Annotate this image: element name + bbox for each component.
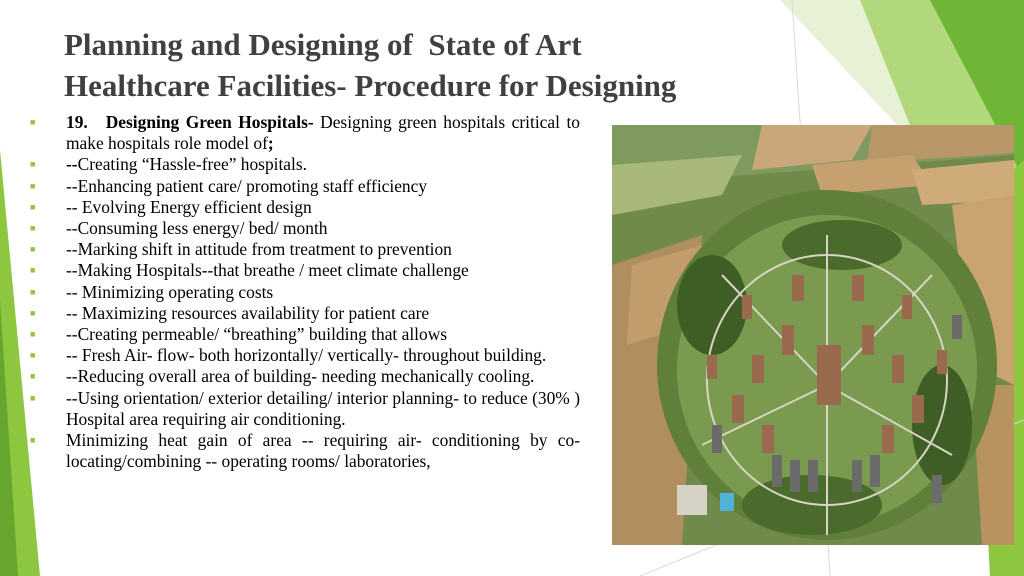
item-prefix: -- <box>66 154 78 175</box>
item-text: Minimizing heat gain of area -- requiring air- conditioning by co-locating/combining -- operating rooms/ laboratories, <box>66 430 580 472</box>
item-text: Creating “Hassle-free” hospitals. <box>77 154 307 175</box>
title-line-2: Healthcare Facilities- Procedure for Designing <box>64 68 677 103</box>
item-text: -- Fresh Air- flow- both horizontally/ vertically- throughout building. <box>66 345 547 366</box>
bullet-item <box>30 112 580 154</box>
bullet-item <box>30 176 580 197</box>
bullet-item <box>30 303 580 324</box>
small-square-bullet-icon: ■ <box>30 350 36 361</box>
aerial-hospital-campus-image <box>612 125 1014 545</box>
aerial-photo-drawing <box>612 125 1014 545</box>
bullet-item <box>30 218 580 239</box>
item-text: --Consuming less energy/ bed/ month <box>66 218 328 239</box>
small-square-bullet-icon: ■ <box>30 159 36 170</box>
bullet-item <box>30 345 580 366</box>
small-square-bullet-icon: ■ <box>30 244 36 255</box>
item-text: Designing green hospitals critical to make hospitals role model of <box>66 112 580 154</box>
small-square-bullet-icon: ■ <box>30 223 36 234</box>
small-square-bullet-icon: ■ <box>30 265 36 276</box>
small-square-bullet-icon: ■ <box>30 392 36 403</box>
small-square-bullet-icon: ■ <box>30 286 36 297</box>
bullet-item <box>30 324 580 345</box>
item-text: --Using orientation/ exterior detailing/ interior planning- to reduce (30% ) Hospital area requiring air conditioning. <box>66 387 580 429</box>
item-number: 19. <box>66 112 88 132</box>
item-text: --Creating permeable/ “breathing” building that allows <box>66 324 448 345</box>
bullet-item <box>30 239 580 260</box>
item-text: -- Maximizing resources availability for patient care <box>66 302 430 323</box>
small-square-bullet-icon: ■ <box>30 435 36 446</box>
small-square-bullet-icon: ■ <box>30 329 36 340</box>
bullet-item <box>30 388 580 430</box>
bullet-item <box>30 366 580 387</box>
small-square-bullet-icon: ■ <box>30 201 36 212</box>
small-square-bullet-icon: ■ <box>30 180 36 191</box>
item-tail: ; <box>267 133 274 154</box>
item-text: -- Minimizing operating costs <box>66 281 274 302</box>
item-text: --Enhancing patient care/ promoting staff efficiency <box>66 175 428 196</box>
item-text: --Reducing overall area of building- needing mechanically cooling. <box>66 366 535 387</box>
item-text: --Marking shift in attitude from treatment to prevention <box>66 239 452 260</box>
small-square-bullet-icon: ■ <box>30 307 36 318</box>
small-square-bullet-icon: ■ <box>30 371 36 382</box>
small-square-bullet-icon: ■ <box>30 117 36 127</box>
item-text: -- Evolving Energy efficient design <box>66 196 312 217</box>
bullet-item <box>30 282 580 303</box>
bullet-list <box>30 112 580 472</box>
item-heading: Designing Green Hospitals- <box>105 112 314 132</box>
slide-title <box>64 24 784 106</box>
bullet-item <box>30 260 580 281</box>
item-text: --Making Hospitals--that breathe / meet climate challenge <box>66 260 469 281</box>
bullet-item <box>30 197 580 218</box>
bullet-item <box>30 154 580 175</box>
title-line-1: Planning and Designing of State of Art <box>64 27 582 62</box>
bullet-item <box>30 430 580 472</box>
